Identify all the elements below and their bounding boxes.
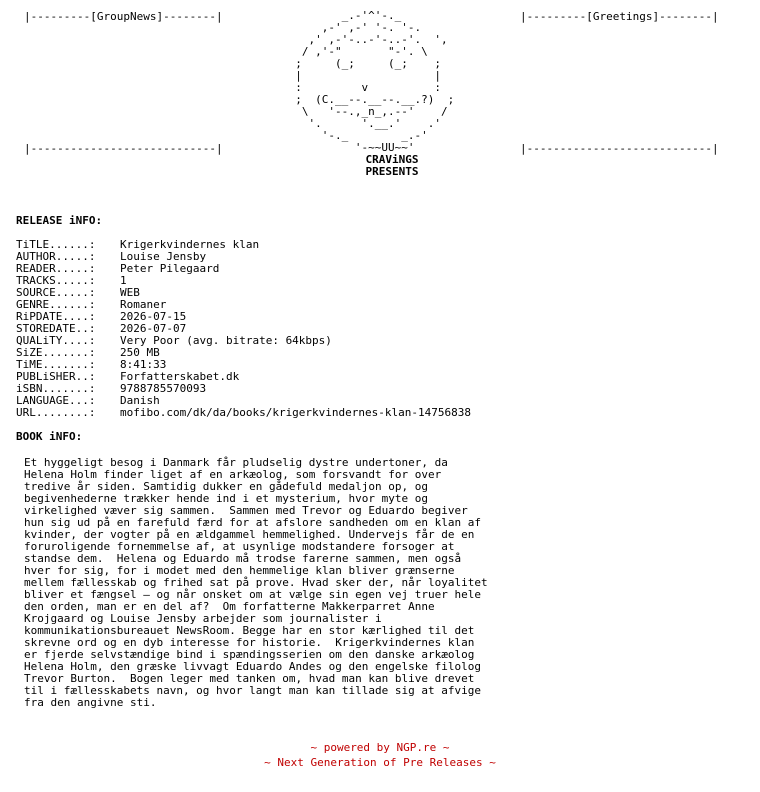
field-value: Very Poor (avg. bitrate: 64kbps) [120,334,332,347]
field-key: URL........: [16,406,96,419]
field-value: WEB [120,286,140,299]
release-info-list [16,239,471,419]
field-value: Romaner [120,298,167,311]
field-value: 8:41:33 [120,358,167,371]
group-news-box [24,11,223,155]
field-key: GENRE......: [16,298,96,311]
field-key: SOURCE.....: [16,286,96,299]
field-key: QUALiTY....: [16,334,96,347]
field-row-url [16,407,471,419]
field-key: LANGUAGE...: [16,394,96,407]
field-key: STOREDATE..: [16,322,96,335]
book-description: Et hyggeligt besog i Danmark får pludselig dystre undertoner, da Helena Holm finder liget af en arkæolog, som forsvandt for over tredive år siden. Samtidig dukker en gådefuld medaljon op, og begivenhederne trækker hende ind i et mysterium, hvor myte og virkelighed væver sig sammen. Sammen med Trevor og Eduardo begiver hun sig ud på en farefuld færd for at afslore sandheden om en klan af kvinder, der vogter på en ældgammel hemmelighed. Undervejs får de en foruroligende fornemmelse af, at usynlige modstandere forsoger at standse dem. Helena og Eduardo må trodse farerne sammen, men også hver for sig, for i modet med den hemmelige klan bliver grænserne mellem fællesskab og frihed sat på prove. Hvad sker der, når loyalitet bliver et fængsel – og når onsket om at vælge sin egen vej truer hele den orden, man er en del af? Om forfatterne Makkerparret Anne Krojgaard og Louise Jensby arbejder som journalister i kommunikationsbureauet NewsRoom. Begge har en stor kærlighed til det skrevne ord og en dyb interesse for historie. Krigerkvindernes klan er fjerde selvstændige bind i spændingsserien om den danske arkæolog Helena Holm, den græske livvagt Eduardo Andes og den engelske filolog Trevor Burton. Bogen leger med tanken om, hvad man kan blive drevet til i fællesskabets navn, og hvor langt man kan tillade sig at afvige fra den angivne sti. [24,456,488,709]
logo-line-cravings: CRAViNGS [365,153,419,166]
greetings-title: |---------[Greetings]--------| [520,10,719,23]
field-key: SiZE.......: [16,346,96,359]
field-value-url: mofibo.com/dk/da/books/krigerkvindernes-klan-14756838 [120,406,471,419]
greetings-bottom-border: |----------------------------| [520,142,719,155]
field-value: 2026-07-07 [120,322,187,335]
field-value: 250 MB [120,346,160,359]
footer-tagline: ~ Next Generation of Pre Releases ~ [264,756,496,769]
field-key: iSBN.......: [16,382,96,395]
field-key: PUBLiSHER..: [16,370,96,383]
ascii-face-art: _.-'^'-._ ,-' ,-' '-. '-. ,' ,-'-..-'-..-'. ', / ,'-" "-'. \ ; (_; (_; ; | | : v : ; (C.__--.__--.__.?) ; \ '--.,_n_,.--' / '. '.__.' .' '-._ _.-' '-~~UU~~' [295,9,455,154]
field-key: RiPDATE....: [16,310,96,323]
field-key: AUTHOR.....: [16,250,96,263]
field-value: 9788785570093 [120,382,207,395]
field-value: 2026-07-15 [120,310,187,323]
footer-powered-by: ~ powered by NGP.re ~ [310,741,450,754]
logo-line-presents: PRESENTS [365,165,419,178]
group-news-title: |---------[GroupNews]--------| [24,10,223,23]
group-logo [282,154,502,178]
release-info-heading: RELEASE iNFO: [16,214,103,227]
field-value: Forfatterskabet.dk [120,370,240,383]
field-value: Louise Jensby [120,250,207,263]
field-value: Peter Pilegaard [120,262,220,275]
field-key: TiTLE......: [16,238,96,251]
footer [0,740,760,770]
field-key: TRACKS.....: [16,274,96,287]
field-value: Krigerkvindernes klan [120,238,260,251]
field-value: 1 [120,274,127,287]
field-key: TiME.......: [16,358,96,371]
group-news-bottom-border: |----------------------------| [24,142,223,155]
greetings-box [520,11,719,155]
book-info-heading: BOOK iNFO: [16,430,83,443]
field-key: READER.....: [16,262,96,275]
field-value: Danish [120,394,160,407]
